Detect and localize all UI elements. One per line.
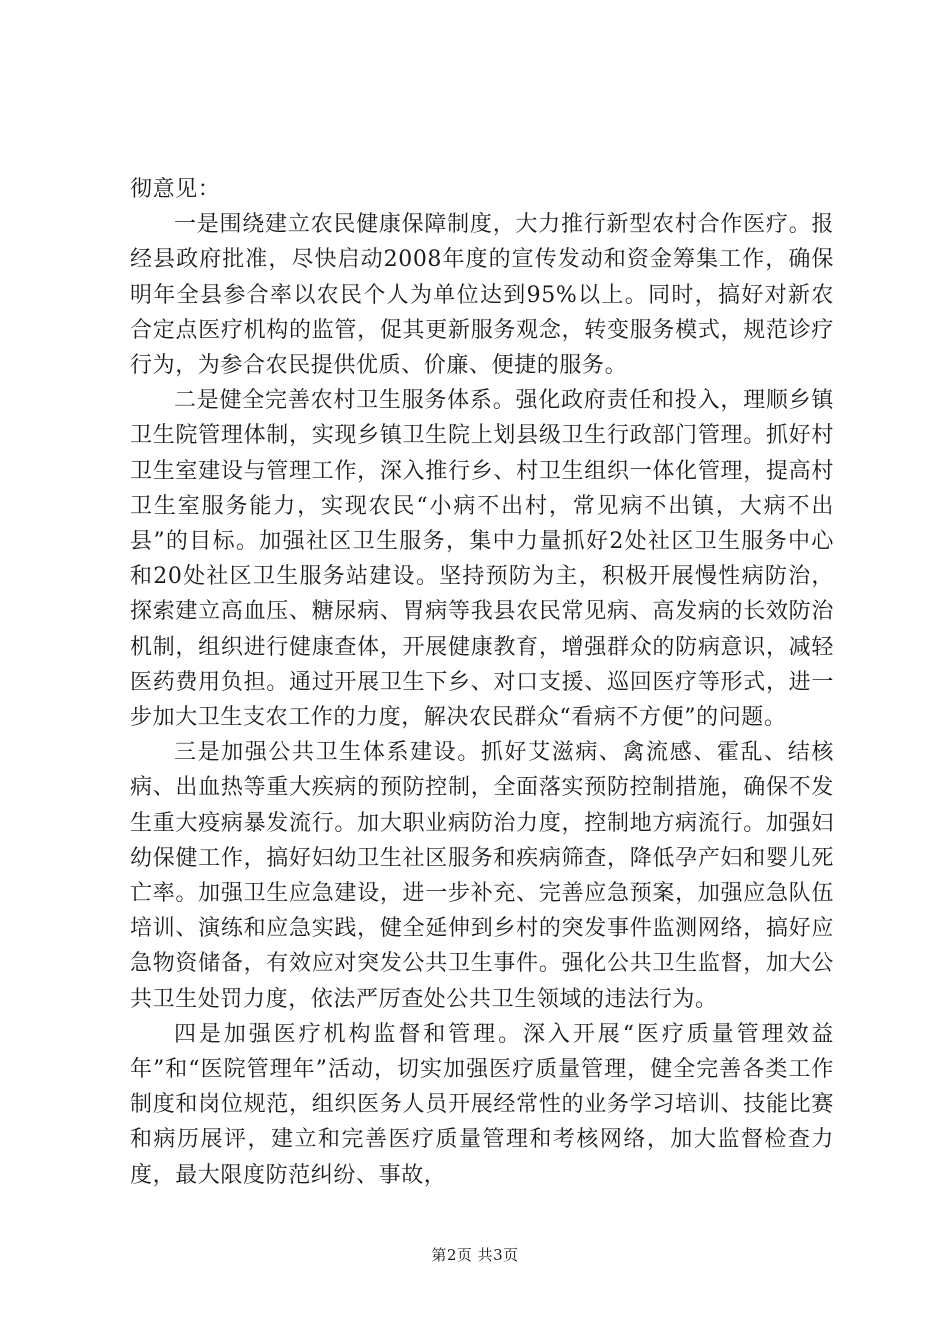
page-number-footer: 第2页 共3页 <box>431 1246 519 1264</box>
document-body <box>130 172 834 1193</box>
paragraph-opening: 彻意见： <box>130 177 221 202</box>
paragraph-item-2: 二是健全完善农村卫生服务体系。强化政府责任和投入，理顺乡镇卫生院管理体制，实现乡镇卫生院上划县级卫生行政部门管理。抓好村卫生室建设与管理工作，深入推行乡、村卫生组织一体化管理，提高村卫生室服务能力，实现农民“小病不出村，常见病不出镇，大病不出县”的目标。加强社区卫生服务，集中力量抓好2处社区卫生服务中心和20处社区卫生服务站建设。坚持预防为主，积极开展慢性病防治，探索建立高血压、糖尿病、胃病等我县农民常见病、高发病的长效防治机制，组织进行健康查体，开展健康教育，增强群众的防病意识，减轻医药费用负担。通过开展卫生下乡、对口支援、巡回医疗等形式，进一步加大卫生支农工作的力度，解决农民群众“看病不方便”的问题。 <box>130 388 834 731</box>
paragraph-item-3: 三是加强公共卫生体系建设。抓好艾滋病、禽流感、霍乱、结核病、出血热等重大疾病的预防控制，全面落实预防控制措施，确保不发生重大疫病暴发流行。加大职业病防治力度，控制地方病流行。加强妇幼保健工作，搞好妇幼卫生社区服务和疾病筛查，降低孕产妇和婴儿死亡率。加强卫生应急建设，进一步补充、完善应急预案，加强应急队伍培训、演练和应急实践，健全延伸到乡村的突发事件监测网络，搞好应急物资储备，有效应对突发公共卫生事件。强化公共卫生监督，加大公共卫生处罚力度，依法严厉查处公共卫生领域的违法行为。 <box>130 740 834 1012</box>
paragraph-item-1: 一是围绕建立农民健康保障制度，大力推行新型农村合作医疗。报经县政府批准，尽快启动2008年度的宣传发动和资金筹集工作，确保明年全县参合率以农民个人为单位达到95%以上。同时，搞好对新农合定点医疗机构的监管，促其更新服务观念，转变服务模式，规范诊疗行为，为参合农民提供优质、价廉、便捷的服务。 <box>130 212 834 379</box>
paragraph-item-4: 四是加强医疗机构监督和管理。深入开展“医疗质量管理效益年”和“医院管理年”活动，切实加强医疗质量管理，健全完善各类工作制度和岗位规范，组织医务人员开展经常性的业务学习培训、技能比赛和病历展评，建立和完善医疗质量管理和考核网络，加大监督检查力度，最大限度防范纠纷、事故， <box>130 1021 834 1188</box>
